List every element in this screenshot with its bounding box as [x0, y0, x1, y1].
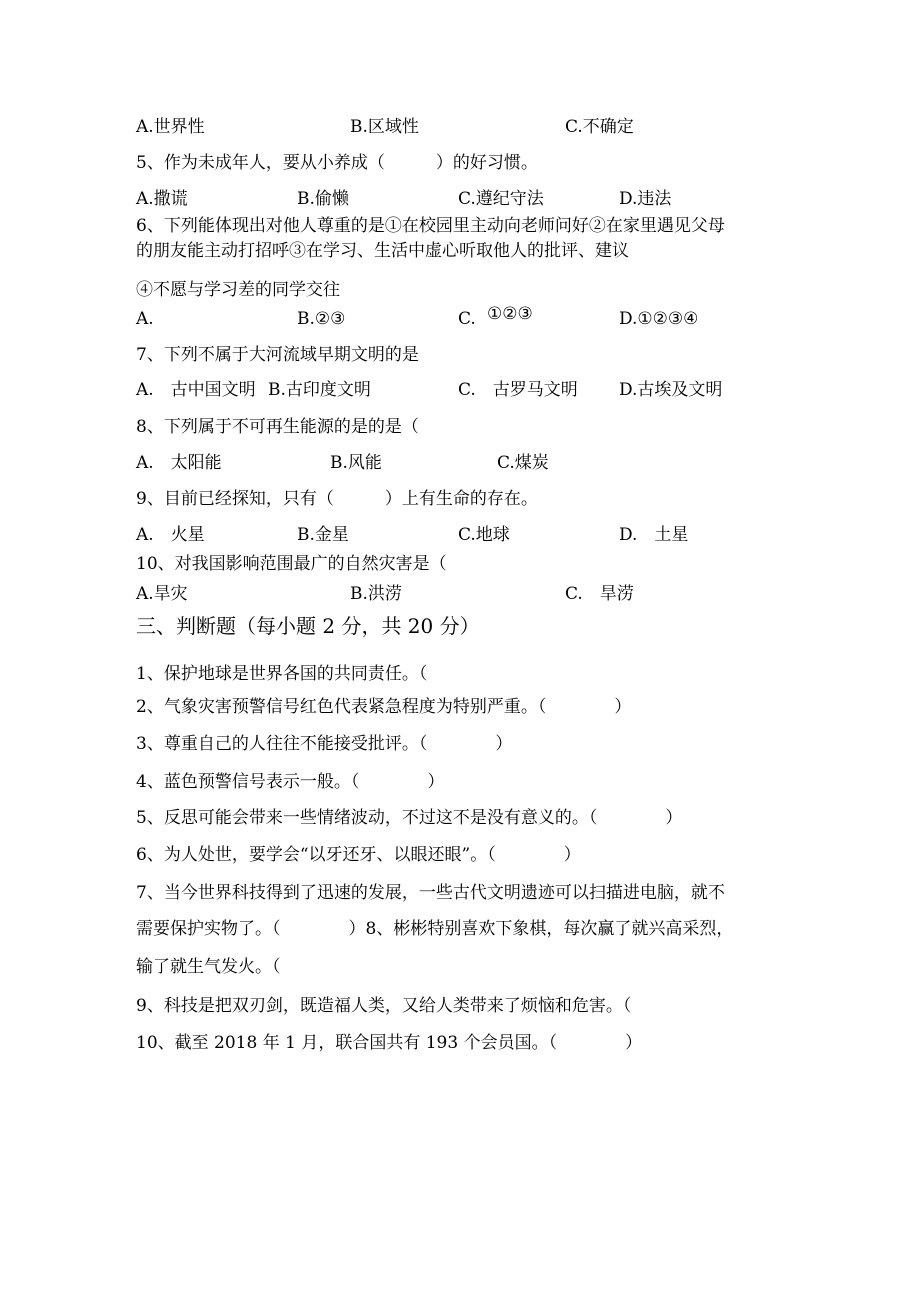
judgement-item-1: 1、保护地球是世界各国的共同责任。（	[136, 664, 428, 684]
q6-option-a: A.	[136, 309, 154, 329]
q4-option-c: C.不确定	[565, 117, 634, 137]
q7-stem: 7、下列不属于大河流域早期文明的是	[136, 345, 419, 365]
q6-option-b: B.②③	[297, 309, 346, 329]
q7-option-d: D.古埃及文明	[619, 380, 723, 400]
judgement-item-7-line-1: 7、当今世界科技得到了迅速的发展，一些古代文明遗迹可以扫描进电脑，就不	[136, 883, 725, 903]
q5-option-a: A.撒谎	[136, 189, 188, 209]
q8-option-c: C.煤炭	[497, 453, 549, 473]
judgement-item-7-line-2: 需要保护实物了。（ ）8、彬彬特别喜欢下象棋，每次赢了就兴高采烈，	[136, 919, 734, 939]
q10-option-b: B.洪涝	[350, 584, 402, 604]
q10-option-c: C. 旱涝	[565, 584, 634, 604]
judgement-item-8-line-2: 输了就生气发火。（	[136, 957, 281, 977]
judgement-item-9: 9、科技是把双刃剑，既造福人类，又给人类带来了烦恼和危害。（	[136, 996, 632, 1016]
judgement-item-2: 2、气象灾害预警信号红色代表紧急程度为特别严重。（ ）	[136, 697, 632, 717]
q7-option-b: B.古印度文明	[268, 380, 371, 400]
q5-stem: 5、作为未成年人，要从小养成（ ）的好习惯。	[136, 153, 538, 173]
q9-stem: 9、目前已经探知，只有（ ）上有生命的存在。	[136, 489, 538, 509]
q6-line-2: 的朋友能主动打招呼③在学习、生活中虚心听取他人的批评、建议	[136, 241, 629, 261]
q6-option-c-label: C.	[458, 309, 476, 329]
q5-option-b: B.偷懒	[297, 189, 349, 209]
judgement-item-4: 4、蓝色预警信号表示一般。（ ）	[136, 772, 445, 792]
q7-option-a: A. 古中国文明	[136, 380, 256, 400]
q4-option-a: A.世界性	[136, 117, 205, 137]
q5-option-d: D.违法	[619, 189, 672, 209]
judgement-item-10: 10、截至 2018 年 1 月，联合国共有 193 个会员国。（ ）	[136, 1033, 643, 1053]
judgement-item-3: 3、尊重自己的人往往不能接受批评。（ ）	[136, 734, 513, 754]
judgement-item-5: 5、反思可能会带来一些情绪波动，不过这不是没有意义的。（ ）	[136, 808, 683, 828]
q6-line-3: ④不愿与学习差的同学交往	[136, 280, 340, 300]
q9-option-c: C.地球	[458, 525, 510, 545]
judgement-item-6: 6、为人处世，要学会“以牙还牙、以眼还眼”。（ ）	[136, 845, 581, 865]
q6-line-1: 6、下列能体现出对他人尊重的是①在校园里主动向老师问好②在家里遇见父母	[136, 216, 725, 236]
q9-option-d: D. 土星	[619, 525, 689, 545]
q9-option-b: B.金星	[297, 525, 349, 545]
q7-option-c: C. 古罗马文明	[458, 380, 578, 400]
q5-option-c: C.遵纪守法	[458, 189, 544, 209]
q9-option-a: A. 火星	[136, 525, 205, 545]
section-3-heading: 三、判断题（每小题 2 分，共 20 分）	[136, 614, 480, 638]
q10-option-a: A.旱灾	[136, 584, 188, 604]
q8-option-b: B.风能	[330, 453, 382, 473]
q6-option-c-value: ①②③	[487, 304, 533, 324]
q8-stem: 8、下列属于不可再生能源的是的是（	[136, 417, 419, 437]
q8-option-a: A. 太阳能	[136, 453, 222, 473]
q6-option-d: D.①②③④	[619, 309, 699, 329]
q4-option-b: B.区域性	[350, 117, 419, 137]
q10-stem: 10、对我国影响范围最广的自然灾害是（	[136, 554, 447, 574]
